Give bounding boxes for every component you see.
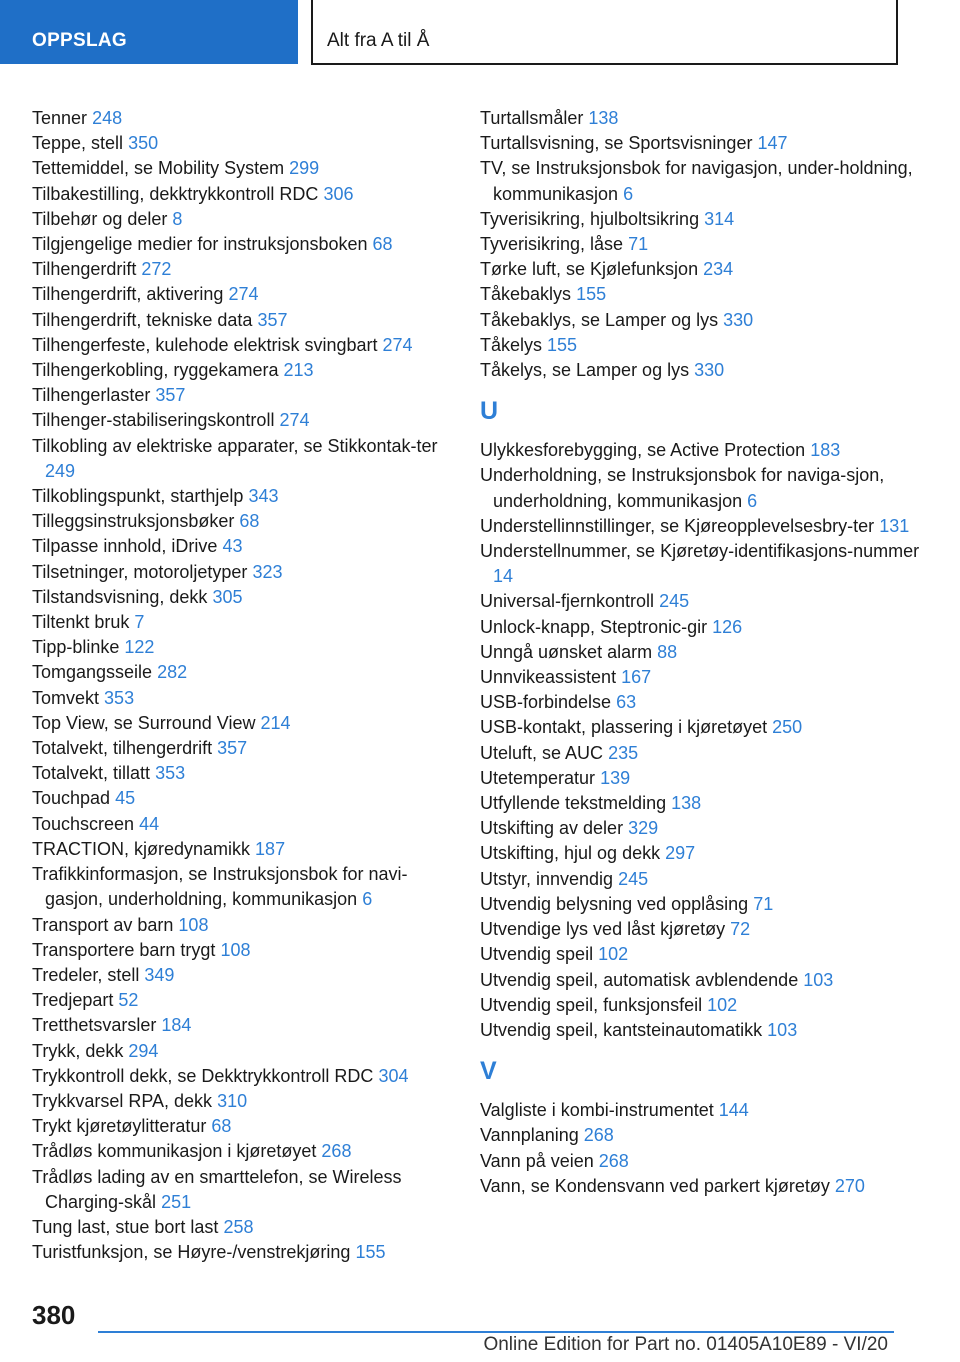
page-reference-link[interactable]: 274 bbox=[279, 410, 310, 431]
index-entry-text: Uteluft, se AUC bbox=[480, 742, 604, 763]
index-entry bbox=[480, 841, 920, 866]
index-entry bbox=[480, 640, 920, 665]
page-reference-link[interactable]: 139 bbox=[600, 767, 631, 788]
index-entry-text: Tilkoblingspunkt, starthjelp bbox=[32, 486, 244, 507]
index-entry-text: Totalvekt, tillatt bbox=[32, 763, 151, 784]
page-reference-link[interactable]: 155 bbox=[547, 334, 578, 355]
index-entry bbox=[32, 509, 452, 534]
page-reference-link[interactable]: 258 bbox=[223, 1216, 254, 1237]
index-entry bbox=[480, 690, 920, 715]
index-entry bbox=[480, 1018, 920, 1043]
index-entry bbox=[32, 1165, 452, 1215]
index-entry-text: Utvendig speil bbox=[480, 944, 594, 965]
index-entry-text: Tettemiddel, se Mobility System bbox=[32, 158, 285, 179]
index-entry bbox=[32, 534, 452, 559]
page-reference-link[interactable]: 103 bbox=[767, 1019, 798, 1040]
index-entry bbox=[32, 761, 452, 786]
index-entry bbox=[32, 913, 452, 938]
index-group-t bbox=[480, 106, 920, 383]
index-entry-text: Tredeler, stell bbox=[32, 964, 140, 985]
page-reference-link[interactable]: 108 bbox=[220, 939, 251, 960]
page-reference-link[interactable]: 214 bbox=[260, 712, 291, 733]
index-entry-text: Top View, se Surround View bbox=[32, 712, 256, 733]
page-reference-link[interactable]: 357 bbox=[217, 738, 248, 759]
index-entry bbox=[32, 383, 452, 408]
page-reference-link[interactable]: 250 bbox=[772, 717, 803, 738]
footer-divider bbox=[98, 1331, 894, 1333]
page-reference-link[interactable]: 144 bbox=[718, 1100, 749, 1121]
index-entry-text: Trykkvarsel RPA, dekk bbox=[32, 1090, 213, 1111]
index-entry-text: Tilhengerlaster bbox=[32, 385, 151, 406]
index-entry-text: Tilbakestilling, dekktrykkontroll RDC bbox=[32, 183, 319, 204]
index-entry-text: Tilhengerdrift bbox=[32, 259, 137, 280]
page-reference-link[interactable]: 68 bbox=[239, 511, 260, 532]
index-entry bbox=[480, 665, 920, 690]
index-entry-text: Vann på veien bbox=[480, 1150, 594, 1171]
index-entry bbox=[480, 968, 920, 993]
index-entry bbox=[480, 257, 920, 282]
index-entry bbox=[480, 232, 920, 257]
index-entry-text: Tilhengerkobling, ryggekamera bbox=[32, 360, 279, 381]
page-reference-link[interactable]: 138 bbox=[671, 793, 702, 814]
page-reference-link[interactable]: 314 bbox=[704, 208, 735, 229]
index-entry-text: Unngå uønsket alarm bbox=[480, 641, 653, 662]
page-reference-link[interactable]: 274 bbox=[228, 284, 259, 305]
index-entry-text: Utvendig speil, automatisk avblendende bbox=[480, 969, 799, 990]
index-entry bbox=[32, 963, 452, 988]
page-reference-link[interactable]: 155 bbox=[355, 1242, 386, 1263]
index-entry-text: Tilsetninger, motoroljetyper bbox=[32, 561, 248, 582]
page-reference-link[interactable]: 299 bbox=[289, 158, 320, 179]
index-entry-text: Vann, se Kondensvann ved parkert kjøretøy bbox=[480, 1175, 830, 1196]
index-entry bbox=[32, 308, 452, 333]
index-entry-text: Transportere barn trygt bbox=[32, 939, 216, 960]
index-entry-text: Utskifting av deler bbox=[480, 818, 624, 839]
page-reference-link[interactable]: 187 bbox=[255, 838, 286, 859]
index-entry bbox=[32, 484, 452, 509]
index-entry-text: Tørke luft, se Kjølefunksjon bbox=[480, 259, 699, 280]
page-reference-link[interactable]: 304 bbox=[378, 1065, 409, 1086]
index-entry-text: Unnvikeassistent bbox=[480, 667, 617, 688]
page-reference-link[interactable]: 245 bbox=[618, 868, 649, 889]
index-entry-text: Utskifting, hjul og dekk bbox=[480, 843, 661, 864]
page-reference-link[interactable]: 282 bbox=[157, 662, 188, 683]
index-entry-text: Tipp-blinke bbox=[32, 637, 120, 658]
index-entry bbox=[32, 282, 452, 307]
index-entry bbox=[32, 938, 452, 963]
index-entry bbox=[32, 1114, 452, 1139]
index-entry-text: Tenner bbox=[32, 108, 88, 128]
index-entry-text: Vannplaning bbox=[480, 1125, 579, 1146]
index-entry-text: Utstyr, innvendig bbox=[480, 868, 614, 889]
index-entry-text: Tåkelys bbox=[480, 334, 543, 355]
index-entry bbox=[32, 1139, 452, 1164]
page-reference-link[interactable]: 234 bbox=[703, 259, 734, 280]
page-reference-link[interactable]: 102 bbox=[598, 944, 629, 965]
page-reference-link[interactable]: 251 bbox=[161, 1191, 192, 1212]
index-entry-text: Tilstandsvisning, dekk bbox=[32, 586, 208, 607]
index-entry-text: Turtallsvisning, se Sportsvisninger bbox=[480, 133, 753, 154]
index-entry-text: Touchscreen bbox=[32, 813, 135, 834]
page-reference-link[interactable]: 343 bbox=[248, 486, 279, 507]
page-reference-link[interactable]: 44 bbox=[139, 813, 160, 834]
index-entry bbox=[32, 560, 452, 585]
page-reference-link[interactable]: 268 bbox=[321, 1141, 352, 1162]
index-entry-text: Universal-fjernkontroll bbox=[480, 591, 655, 612]
index-entry bbox=[32, 837, 452, 862]
page-reference-link[interactable]: 249 bbox=[45, 460, 76, 481]
page-reference-link[interactable]: 323 bbox=[252, 561, 283, 582]
page-reference-link[interactable]: 297 bbox=[665, 843, 696, 864]
index-entry-text: Utvendig speil, kantsteinautomatikk bbox=[480, 1019, 763, 1040]
page-reference-link[interactable]: 357 bbox=[257, 309, 288, 330]
index-entry bbox=[480, 308, 920, 333]
index-entry bbox=[32, 106, 452, 131]
index-entry-text: Tilhengerfeste, kulehode elektrisk svingbart bbox=[32, 334, 378, 355]
page-reference-link[interactable]: 71 bbox=[753, 893, 774, 914]
index-entry bbox=[480, 514, 920, 539]
index-entry bbox=[32, 1013, 452, 1038]
page-reference-link[interactable]: 310 bbox=[217, 1090, 248, 1111]
index-entry bbox=[480, 333, 920, 358]
index-entry-text: Tilgjengelige medier for instruksjonsboken bbox=[32, 234, 368, 255]
index-entry-text: Tyverisikring, låse bbox=[480, 234, 624, 255]
index-entry-text: TRACTION, kjøredynamikk bbox=[32, 838, 251, 859]
index-entry bbox=[480, 1123, 920, 1148]
edition-note: Online Edition for Part no. 01405A10E89 - VI/20 bbox=[483, 1334, 888, 1355]
index-column-left bbox=[32, 106, 452, 1265]
page-reference-link[interactable]: 268 bbox=[598, 1150, 629, 1171]
index-entry-text: Tilbehør og deler bbox=[32, 208, 168, 229]
page-reference-link[interactable]: 155 bbox=[576, 284, 607, 305]
index-entry bbox=[480, 358, 920, 383]
index-entry-text: Tyverisikring, hjulboltsikring bbox=[480, 208, 700, 229]
index-entry-text: Tiltenkt bruk bbox=[32, 612, 130, 633]
index-entry bbox=[32, 257, 452, 282]
page-reference-link[interactable]: 353 bbox=[155, 763, 186, 784]
page-number: 380 bbox=[32, 1300, 76, 1330]
page-reference-link[interactable]: 245 bbox=[659, 591, 690, 612]
page-header bbox=[0, 0, 960, 66]
index-entry bbox=[32, 408, 452, 433]
index-entry-text: Tilhengerdrift, aktivering bbox=[32, 284, 224, 305]
section-title: OPPSLAG bbox=[32, 30, 128, 51]
index-entry-text: Tomgangsseile bbox=[32, 662, 153, 683]
index-entry bbox=[480, 1098, 920, 1123]
index-entry-text: Trådløs kommunikasjon i kjøretøyet bbox=[32, 1141, 317, 1162]
page-reference-link[interactable]: 43 bbox=[222, 536, 243, 557]
index-entry-text: Utvendig speil, funksjonsfeil bbox=[480, 994, 703, 1015]
index-entry-text: Ulykkesforebygging, se Active Protection bbox=[480, 440, 806, 461]
page-reference-link[interactable]: 167 bbox=[621, 667, 652, 688]
index-entry bbox=[480, 1149, 920, 1174]
index-entry bbox=[32, 333, 452, 358]
index-entry bbox=[32, 988, 452, 1013]
page-reference-link[interactable]: 7 bbox=[134, 612, 145, 633]
page-reference-link[interactable]: 329 bbox=[628, 818, 659, 839]
index-entry bbox=[32, 434, 452, 484]
index-entry bbox=[480, 463, 920, 513]
page-reference-link[interactable]: 184 bbox=[161, 1015, 192, 1036]
page-reference-link[interactable]: 68 bbox=[372, 234, 393, 255]
index-entry bbox=[32, 131, 452, 156]
page-reference-link[interactable]: 183 bbox=[810, 440, 841, 461]
index-entry-text: Tilkobling av elektriske apparater, se Stikkontak-ter bbox=[32, 435, 438, 456]
page-reference-link[interactable]: 330 bbox=[694, 360, 725, 381]
index-entry-text: Tretthetsvarsler bbox=[32, 1015, 157, 1036]
index-entry-text: Tung last, stue bort last bbox=[32, 1216, 219, 1237]
index-entry-text: Trykk, dekk bbox=[32, 1040, 124, 1061]
page-reference-link[interactable]: 88 bbox=[657, 641, 678, 662]
page-reference-link[interactable]: 6 bbox=[623, 183, 634, 204]
index-entry bbox=[32, 585, 452, 610]
page-reference-link[interactable]: 52 bbox=[118, 990, 139, 1011]
index-entry-text: Totalvekt, tilhengerdrift bbox=[32, 738, 213, 759]
page-reference-link[interactable]: 131 bbox=[879, 515, 910, 536]
page-reference-link[interactable]: 68 bbox=[211, 1116, 232, 1137]
page-reference-link[interactable]: 122 bbox=[124, 637, 155, 658]
index-entry-text: Utetemperatur bbox=[480, 767, 596, 788]
index-entry-text: USB-kontakt, plassering i kjøretøyet bbox=[480, 717, 768, 738]
index-entry-text: Valgliste i kombi-instrumentet bbox=[480, 1100, 714, 1121]
index-entry-text: Teppe, stell bbox=[32, 133, 124, 154]
page-reference-link[interactable]: 235 bbox=[608, 742, 639, 763]
index-entry bbox=[32, 635, 452, 660]
index-entry bbox=[32, 786, 452, 811]
page-reference-link[interactable]: 305 bbox=[212, 586, 243, 607]
index-entry bbox=[480, 791, 920, 816]
index-entry bbox=[32, 812, 452, 837]
page-reference-link[interactable]: 138 bbox=[588, 108, 619, 128]
index-entry bbox=[32, 1089, 452, 1114]
index-entry bbox=[480, 131, 920, 156]
index-entry bbox=[480, 867, 920, 892]
index-entry bbox=[32, 610, 452, 635]
index-entry-text: Tilhenger-stabiliseringskontroll bbox=[32, 410, 275, 431]
index-entry bbox=[480, 615, 920, 640]
index-entry-text: Tåkelys, se Lamper og lys bbox=[480, 360, 690, 381]
page-reference-link[interactable]: 294 bbox=[128, 1040, 159, 1061]
index-entry bbox=[32, 686, 452, 711]
page-reference-link[interactable]: 350 bbox=[128, 133, 159, 154]
page-reference-link[interactable]: 268 bbox=[583, 1125, 614, 1146]
index-entry bbox=[32, 156, 452, 181]
index-entry bbox=[480, 282, 920, 307]
index-entry-text: Tåkebaklys bbox=[480, 284, 572, 305]
index-column-right bbox=[480, 106, 920, 1199]
index-entry bbox=[32, 1064, 452, 1089]
index-entry-text: Touchpad bbox=[32, 788, 111, 809]
page-reference-link[interactable]: 6 bbox=[362, 889, 373, 910]
page-reference-link[interactable]: 357 bbox=[155, 385, 186, 406]
index-entry bbox=[480, 106, 920, 131]
index-entry bbox=[32, 862, 452, 912]
index-entry-text: Unlock-knapp, Steptronic-gir bbox=[480, 616, 708, 637]
index-entry bbox=[32, 1240, 452, 1265]
index-entry-text: Trykkontroll dekk, se Dekktrykkontroll RDC bbox=[32, 1065, 374, 1086]
index-entry-text: Utvendige lys ved låst kjøretøy bbox=[480, 919, 726, 940]
chapter-title: Alt fra A til Å bbox=[327, 30, 430, 51]
page-reference-link[interactable]: 248 bbox=[92, 108, 123, 128]
page-reference-link[interactable]: 270 bbox=[834, 1175, 865, 1196]
index-entry bbox=[32, 358, 452, 383]
index-entry-text: Transport av barn bbox=[32, 914, 174, 935]
index-entry-text: USB-forbindelse bbox=[480, 692, 612, 713]
page-reference-link[interactable]: 126 bbox=[712, 616, 743, 637]
index-entry-text: Tåkebaklys, se Lamper og lys bbox=[480, 309, 719, 330]
page-reference-link[interactable]: 330 bbox=[723, 309, 754, 330]
index-entry-text: Tomvekt bbox=[32, 687, 100, 708]
page-reference-link[interactable]: 306 bbox=[323, 183, 354, 204]
index-entry bbox=[480, 741, 920, 766]
index-entry bbox=[480, 1174, 920, 1199]
index-entry bbox=[32, 711, 452, 736]
index-entry bbox=[32, 1039, 452, 1064]
page-reference-link[interactable]: 213 bbox=[283, 360, 314, 381]
page-reference-link[interactable]: 8 bbox=[172, 208, 183, 229]
index-entry bbox=[480, 156, 920, 206]
index-entry-text: Understellnummer, se Kjøretøy-identifikasjons-nummer bbox=[480, 541, 920, 562]
index-entry bbox=[480, 207, 920, 232]
index-letter-u: U bbox=[480, 397, 499, 426]
index-entry bbox=[480, 589, 920, 614]
index-entry bbox=[480, 715, 920, 740]
index-entry bbox=[480, 993, 920, 1018]
index-entry-text: Trafikkinformasjon, se Instruksjonsbok for navi-gasjon, underholdning, kommunikasjon bbox=[32, 864, 408, 910]
index-group-v bbox=[480, 1098, 920, 1199]
index-entry bbox=[480, 438, 920, 463]
index-entry-text: Tredjepart bbox=[32, 990, 114, 1011]
index-entry-text: Turistfunksjon, se Høyre-/venstrekjøring bbox=[32, 1242, 351, 1263]
page-reference-link[interactable]: 63 bbox=[616, 692, 637, 713]
page-reference-link[interactable]: 272 bbox=[141, 259, 172, 280]
index-entry bbox=[32, 207, 452, 232]
chapter-title-box bbox=[311, 0, 898, 65]
page-reference-link[interactable]: 353 bbox=[104, 687, 135, 708]
page-reference-link[interactable]: 349 bbox=[144, 964, 175, 985]
index-entry-text: Tilhengerdrift, tekniske data bbox=[32, 309, 253, 330]
index-entry bbox=[32, 1215, 452, 1240]
index-entry-text: Tilpasse innhold, iDrive bbox=[32, 536, 218, 557]
index-entry bbox=[480, 539, 920, 589]
page-reference-link[interactable]: 108 bbox=[178, 914, 209, 935]
index-entry bbox=[32, 660, 452, 685]
index-entry-text: TV, se Instruksjonsbok for navigasjon, under-holdning, kommunikasjon bbox=[480, 158, 913, 204]
page-reference-link[interactable]: 103 bbox=[803, 969, 834, 990]
index-entry-text: Understellinnstillinger, se Kjøreopplevelsesbry-ter bbox=[480, 515, 875, 536]
page-reference-link[interactable]: 72 bbox=[730, 919, 751, 940]
index-entry bbox=[480, 942, 920, 967]
page-reference-link[interactable]: 45 bbox=[115, 788, 136, 809]
index-entry bbox=[480, 892, 920, 917]
page-reference-link[interactable]: 274 bbox=[382, 334, 413, 355]
index-entry-text: Trådløs lading av en smarttelefon, se Wireless Charging-skål bbox=[32, 1166, 402, 1212]
index-entry-text: Turtallsmåler bbox=[480, 108, 584, 128]
index-entry-text: Utfyllende tekstmelding bbox=[480, 793, 667, 814]
index-entry-text: Tilleggsinstruksjonsbøker bbox=[32, 511, 235, 532]
page-reference-link[interactable]: 71 bbox=[628, 234, 649, 255]
index-letter-v: V bbox=[480, 1057, 497, 1086]
page-reference-link[interactable]: 147 bbox=[757, 133, 788, 154]
index-entry-text: Trykt kjøretøylitteratur bbox=[32, 1116, 207, 1137]
page-reference-link[interactable]: 102 bbox=[707, 994, 738, 1015]
index-entry bbox=[480, 917, 920, 942]
index-entry-text: Utvendig belysning ved opplåsing bbox=[480, 893, 749, 914]
section-tab bbox=[0, 0, 298, 64]
index-group-u bbox=[480, 438, 920, 1043]
index-entry bbox=[32, 736, 452, 761]
page-reference-link[interactable]: 14 bbox=[493, 566, 514, 587]
index-entry-text: Underholdning, se Instruksjonsbok for naviga-sjon, underholdning, kommunikasjon bbox=[480, 465, 885, 511]
index-entry bbox=[32, 182, 452, 207]
page-reference-link[interactable]: 6 bbox=[747, 490, 758, 511]
index-entry bbox=[480, 766, 920, 791]
index-entry bbox=[480, 816, 920, 841]
index-entry bbox=[32, 232, 452, 257]
